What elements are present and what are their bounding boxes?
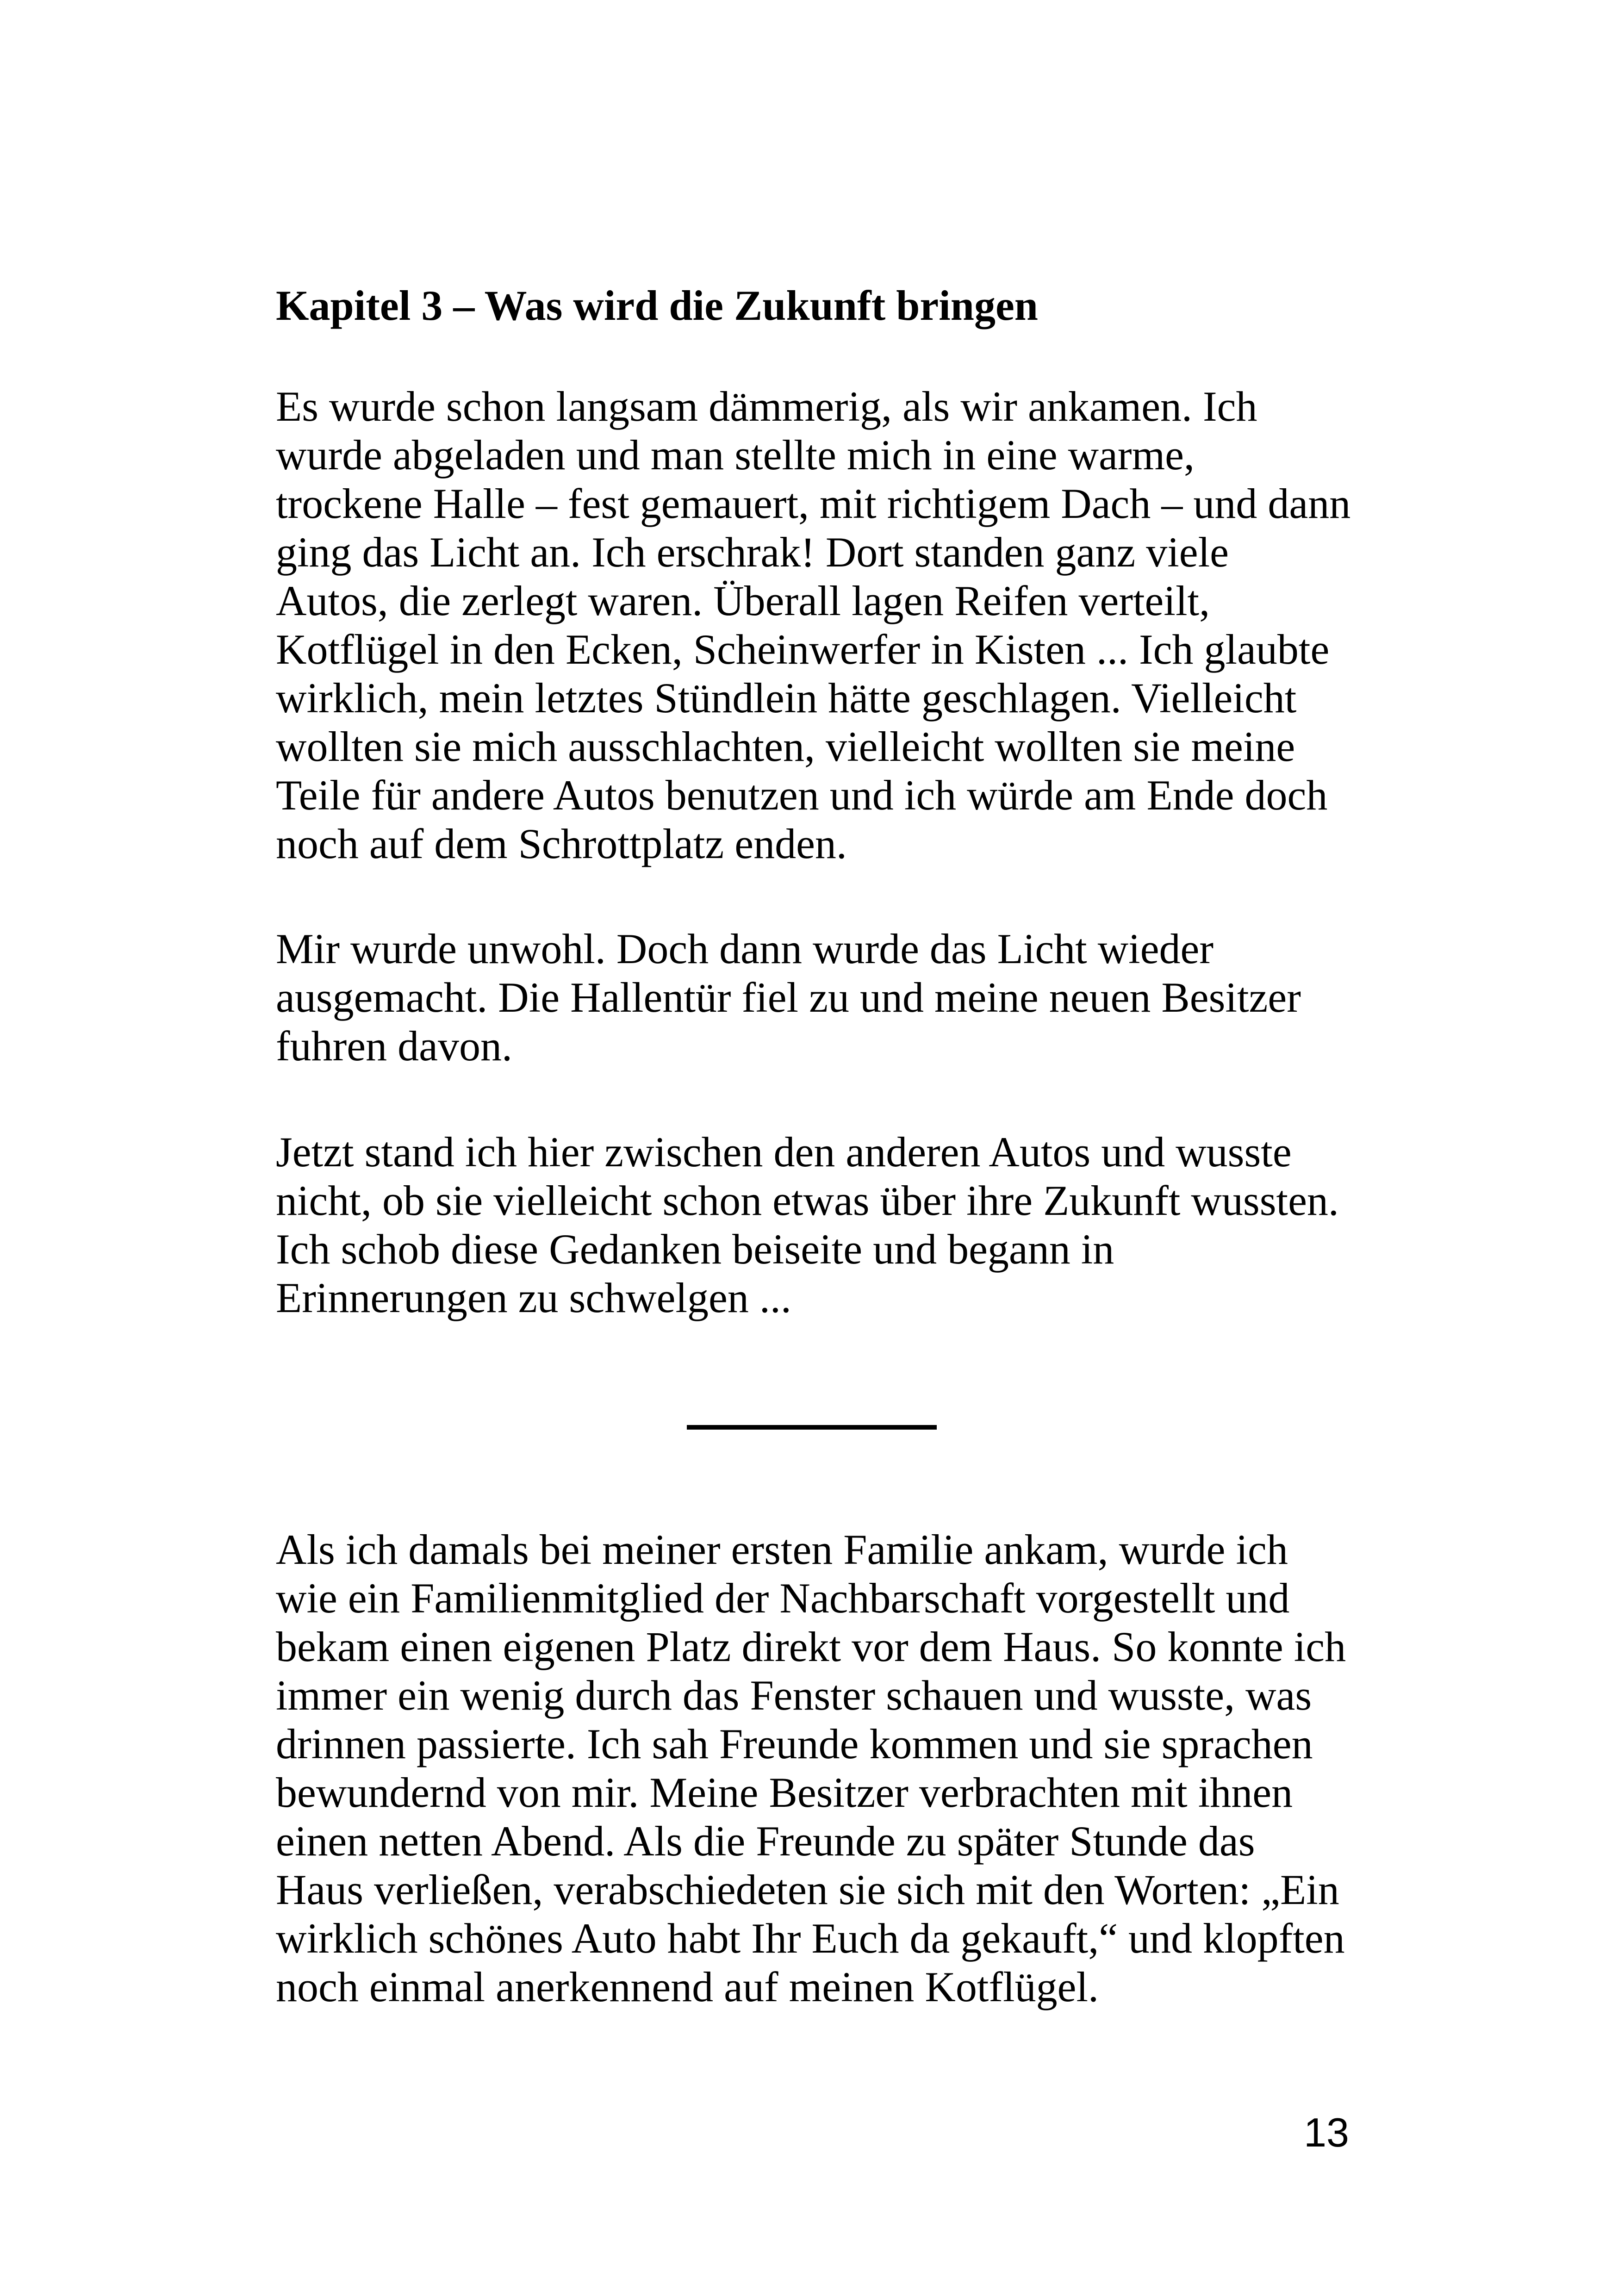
- text-line: Mir wurde unwohl. Doch dann wurde das Licht wieder: [276, 925, 1214, 972]
- text-line: Es wurde schon langsam dämmerig, als wir ankamen. Ich: [276, 383, 1257, 430]
- paragraph-unwell: [276, 925, 1301, 1070]
- text-line: bekam einen eigenen Platz direkt vor dem Haus. So konnte ich: [276, 1623, 1346, 1670]
- text-line: nicht, ob sie vielleicht schon etwas über ihre Zukunft wussten.: [276, 1177, 1339, 1224]
- text-line: Ich schob diese Gedanken beiseite und begann in: [276, 1226, 1114, 1273]
- chapter-title: Kapitel 3 – Was wird die Zukunft bringen: [276, 282, 1038, 329]
- text-line: bewundernd von mir. Meine Besitzer verbrachten mit ihnen: [276, 1769, 1293, 1816]
- text-line: noch auf dem Schrottplatz enden.: [276, 820, 847, 867]
- text-line: Kotflügel in den Ecken, Scheinwerfer in Kisten ... Ich glaubte: [276, 626, 1330, 673]
- paragraph-memories: [276, 1128, 1339, 1322]
- text-line: trockene Halle – fest gemauert, mit richtigem Dach – und dann: [276, 480, 1351, 527]
- text-line: wurde abgeladen und man stellte mich in eine warme,: [276, 431, 1195, 479]
- text-line: wirklich, mein letztes Stündlein hätte geschlagen. Vielleicht: [276, 674, 1297, 722]
- text-line: immer ein wenig durch das Fenster schauen und wusste, was: [276, 1672, 1312, 1719]
- text-line: Teile für andere Autos benutzen und ich würde am Ende doch: [276, 772, 1328, 819]
- page-number: 13: [1304, 2109, 1349, 2155]
- text-line: wie ein Familienmitglied der Nachbarschaft vorgestellt und: [276, 1574, 1290, 1622]
- paragraph-arrival: [276, 382, 1350, 868]
- text-line: Jetzt stand ich hier zwischen den anderen Autos und wusste: [276, 1128, 1292, 1176]
- text-line: Erinnerungen zu schwelgen ...: [276, 1274, 791, 1321]
- text-line: Autos, die zerlegt waren. Überall lagen Reifen verteilt,: [276, 577, 1210, 624]
- text-line: Haus verließen, verabschiedeten sie sich mit den Worten: „Ein: [276, 1866, 1339, 1913]
- text-line: wollten sie mich ausschlachten, vielleicht wollten sie meine: [276, 723, 1295, 770]
- text-line: einen netten Abend. Als die Freunde zu später Stunde das: [276, 1817, 1255, 1865]
- paragraph-first-family: [276, 1525, 1346, 2011]
- section-separator: [687, 1425, 937, 1430]
- text-line: ausgemacht. Die Hallentür fiel zu und meine neuen Besitzer: [276, 974, 1301, 1021]
- text-line: ging das Licht an. Ich erschrak! Dort standen ganz viele: [276, 529, 1229, 576]
- text-line: noch einmal anerkennend auf meinen Kotflügel.: [276, 1963, 1099, 2010]
- text-line: Als ich damals bei meiner ersten Familie ankam, wurde ich: [276, 1526, 1288, 1573]
- text-line: drinnen passierte. Ich sah Freunde kommen und sie sprachen: [276, 1720, 1313, 1767]
- text-line: fuhren davon.: [276, 1022, 512, 1070]
- text-line: wirklich schönes Auto habt Ihr Euch da gekauft,“ und klopften: [276, 1915, 1345, 1962]
